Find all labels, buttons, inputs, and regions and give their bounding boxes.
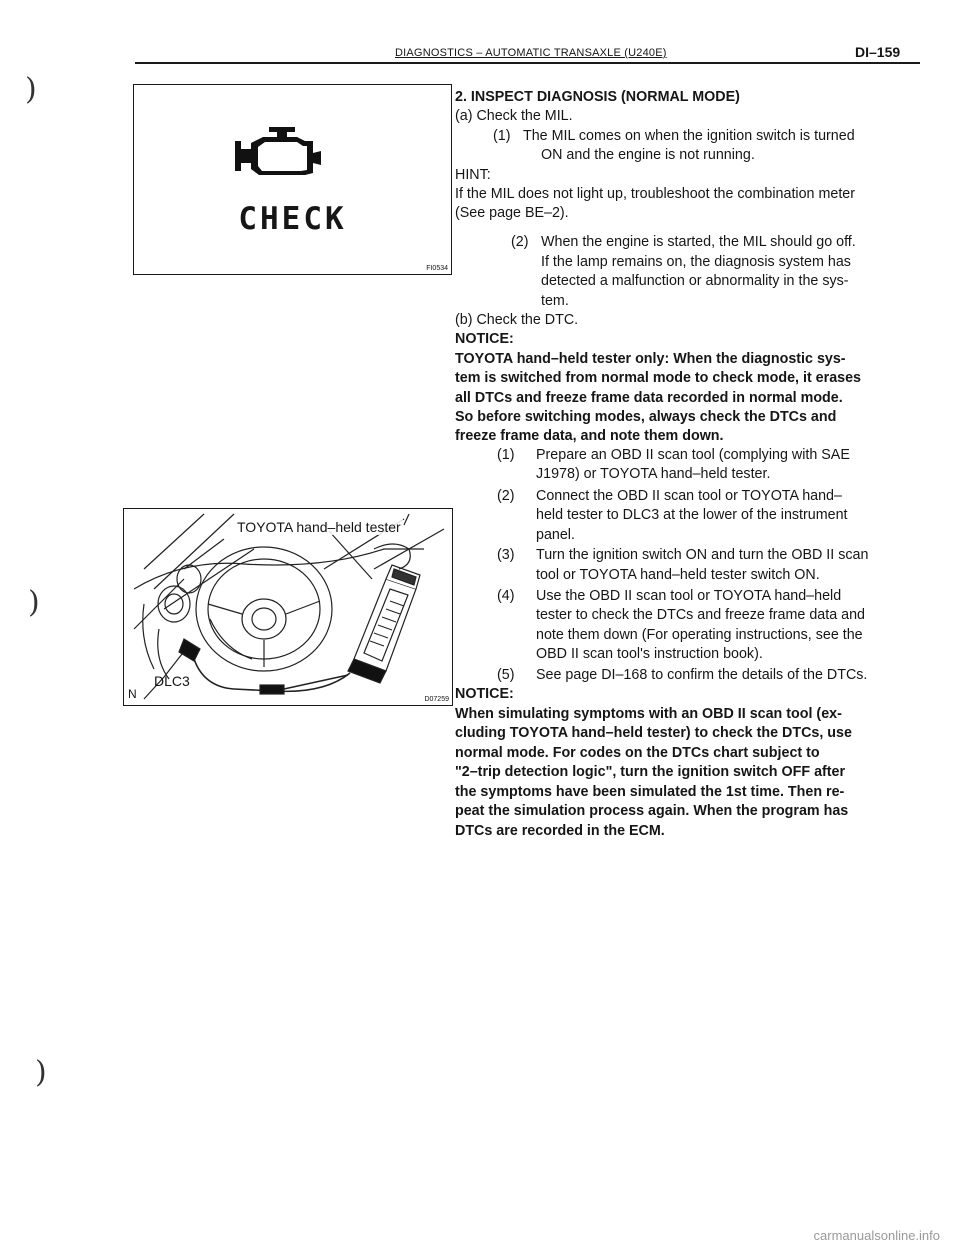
item-num: (1)	[497, 447, 515, 463]
text-line: tem.	[541, 293, 569, 309]
text-line: ON and the engine is not running.	[541, 147, 755, 163]
item-num: (5)	[497, 667, 515, 683]
text-line: Connect the OBD II scan tool or TOYOTA hand–	[536, 488, 842, 504]
text-line: See page DI–168 to confirm the details of the DTCs.	[536, 667, 868, 683]
notice-line: all DTCs and freeze frame data recorded in normal mode.	[455, 390, 843, 406]
step-title: 2. INSPECT DIAGNOSIS (NORMAL MODE)	[455, 89, 740, 105]
notice-line: When simulating symptoms with an OBD II scan tool (ex-	[455, 706, 842, 722]
text-line: panel.	[536, 527, 575, 543]
notice-line: TOYOTA hand–held tester only: When the diagnostic sys-	[455, 351, 846, 367]
text-line: J1978) or TOYOTA hand–held tester.	[536, 466, 771, 482]
text-line: If the MIL does not light up, troubleshoot the combination meter	[455, 186, 856, 202]
check-lamp-label: CHECK	[238, 201, 347, 237]
dlc3-label: DLC3	[154, 673, 190, 689]
text-line: When the engine is started, the MIL should go off.	[541, 234, 856, 250]
step-b: (b) Check the DTC.	[455, 312, 579, 328]
notice-line: normal mode. For codes on the DTCs chart subject to	[455, 745, 820, 761]
text-line: detected a malfunction or abnormality in the sys-	[541, 273, 849, 289]
text-line: tester to check the DTCs and freeze frame data and	[536, 607, 865, 623]
margin-mark: )	[35, 1055, 47, 1090]
text-line: Prepare an OBD II scan tool (complying with SAE	[536, 447, 850, 463]
text-line: tool or TOYOTA hand–held tester switch ON.	[536, 567, 820, 583]
text-line: note them down (For operating instructions, see the	[536, 627, 863, 643]
text-line: If the lamp remains on, the diagnosis system has	[541, 254, 851, 270]
notice-label: NOTICE:	[455, 331, 514, 347]
figure-id: FI0534	[426, 265, 448, 272]
notice-line: "2–trip detection logic", turn the ignition switch OFF after	[455, 764, 846, 780]
n-label: N	[128, 687, 137, 701]
figure-id: D07259	[424, 696, 449, 703]
step-a: (a) Check the MIL.	[455, 108, 573, 124]
notice-label: NOTICE:	[455, 686, 514, 702]
figure-hand-held-tester	[123, 508, 453, 706]
item-num: (2)	[497, 488, 515, 504]
engine-check-lamp-icon	[227, 125, 345, 185]
notice-line: DTCs are recorded in the ECM.	[455, 823, 665, 839]
header-rule	[135, 62, 920, 64]
item-num: (2)	[511, 234, 529, 250]
tester-label: TOYOTA hand–held tester	[237, 519, 401, 535]
text-line: held tester to DLC3 at the lower of the instrument	[536, 507, 848, 523]
notice-line: So before switching modes, always check the DTCs and	[455, 409, 837, 425]
hint-label: HINT:	[455, 167, 491, 183]
notice-line: cluding TOYOTA hand–held tester) to check the DTCs, use	[455, 725, 852, 741]
item-num: (3)	[497, 547, 515, 563]
notice-line: tem is switched from normal mode to check mode, it erases	[455, 370, 861, 386]
text-line: Use the OBD II scan tool or TOYOTA hand–held	[536, 588, 842, 604]
margin-mark: )	[28, 585, 40, 620]
page-number: DI–159	[855, 44, 901, 60]
item-num: (4)	[497, 588, 515, 604]
text-line: OBD II scan tool's instruction book).	[536, 646, 763, 662]
text-line: (See page BE–2).	[455, 205, 569, 221]
text-line: Turn the ignition switch ON and turn the OBD II scan	[536, 547, 869, 563]
notice-line: the symptoms have been simulated the 1st time. Then re-	[455, 784, 845, 800]
text-line: The MIL comes on when the ignition switch is turned	[523, 128, 855, 144]
item-num: (1)	[493, 128, 511, 144]
notice-line: peat the simulation process again. When the program has	[455, 803, 849, 819]
notice-line: freeze frame data, and note them down.	[455, 428, 724, 444]
section-title: DIAGNOSTICS – AUTOMATIC TRANSAXLE (U240E)	[395, 47, 667, 59]
footer-watermark: carmanualsonline.info	[813, 1228, 940, 1243]
margin-mark: )	[25, 72, 37, 107]
figure-check-lamp	[133, 84, 452, 275]
